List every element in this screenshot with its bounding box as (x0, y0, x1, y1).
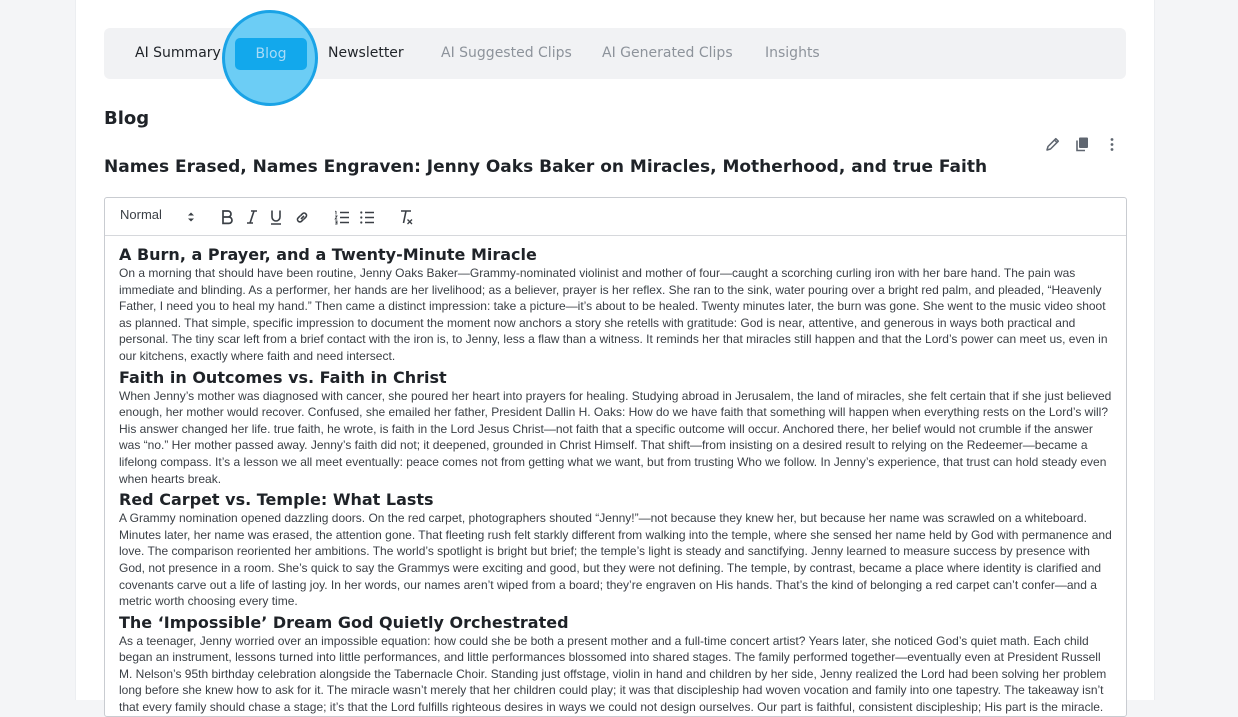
tab-ai-summary[interactable]: AI Summary (135, 45, 221, 61)
format-select-label: Normal (120, 207, 162, 222)
tab-ai-suggested-clips[interactable]: AI Suggested Clips (441, 45, 572, 61)
more-vertical-icon[interactable] (1104, 136, 1122, 154)
section-heading: The ‘Impossible’ Dream God Quietly Orchestrated (119, 612, 569, 632)
editor-toolbar (105, 198, 1126, 236)
link-icon[interactable] (294, 208, 310, 226)
section-paragraph: A Grammy nomination opened dazzling doors. On the red carpet, photographers shouted “Jenny!”—not because they knew her, but because her name was scrawled on a whiteboard. Minutes later, her name was erased, the attention gone. That fleeting rush felt starkly different from walking into the temple, where she sensed her name held by God with permanence and love. The comparison reoriented her ambitions. The world’s spotlight is bright but brief; the temple’s light is steady and sanctifying. Jenny learned to measure success by presence with God, not presence in a room. She’s quick to say the Grammys were exciting and good, but they were not defining. The temple, by contrast, became a place where identity is clarified and covenants carve out a life of lasting joy. In her words, our names aren’t wiped from a board; they’re engraven on His hands. That’s the kind of belonging a red carpet can’t confer—and a metric worth choosing every time. (119, 511, 1112, 609)
section-paragraph: When Jenny’s mother was diagnosed with cancer, she poured her heart into prayers for healing. Studying abroad in Jerusalem, the land of miracles, she felt certain that if she just believed enough, her mother would recover. Confused, she emailed her father, President Dallin H. Oaks: How do we have faith that something will happen when everything rests on the Lord’s will? His answer changed her life. true faith, he wrote, is faith in the Lord Jesus Christ—not faith that a specific outcome will occur. Anchored there, her belief would not crumble if the answer was “no.” Her mother passed away. Jenny’s faith did not; it deepened, grounded in Christ Himself. That shift—from insisting on a desired result to relying on the Redeemer—became a lifelong compass. It’s a lesson we all meet eventually: peace comes not from getting what we want, but from trusting Who we follow. In Jenny’s experience, that trust can hold steady even when hearts break. (119, 388, 1112, 486)
section-paragraph: As a teenager, Jenny worried over an impossible equation: how could she be both a present mother and a full-time concert artist? Years later, she noticed God’s quiet math. Each child began an instrument, lessons turned into little performances, and little performances blossomed into shared stages. The family performed together—eventually even at President Russell M. Nelson’s 95th birthday celebration alongside the Tabernacle Choir. Standing just offstage, violin in hand and children by her side, Jenny realized the Lord had been solving her problem long before she knew how to ask for it. The miracle wasn’t merely that her children could play; it was that discipleship had woven vocation and family into one tapestry. The takeaway isn’t that every family should chase a stage; it’s that the Lord fulfills righteous desires in ways we could not design ourselves. Our part is faithful, consistent discipleship; His part is the miracle. (119, 633, 1107, 715)
tab-insights[interactable]: Insights (765, 45, 820, 61)
italic-icon[interactable] (245, 208, 259, 226)
blog-panel (75, 0, 1155, 715)
ordered-list-icon[interactable] (334, 208, 350, 226)
copy-icon[interactable] (1074, 136, 1092, 154)
rich-text-editor (104, 197, 1127, 717)
editor-content[interactable] (119, 245, 1115, 717)
tab-newsletter[interactable]: Newsletter (328, 45, 404, 61)
section-heading: A Burn, a Prayer, and a Twenty-Minute Miracle (119, 245, 537, 264)
tab-ai-generated-clips[interactable]: AI Generated Clips (602, 45, 733, 61)
section-heading: Red Carpet vs. Temple: What Lasts (119, 490, 434, 510)
clear-format-icon[interactable] (398, 208, 414, 226)
select-arrows-icon (187, 209, 195, 223)
tab-blog[interactable]: Blog (235, 38, 307, 70)
bullet-list-icon[interactable] (359, 208, 375, 226)
section-title: Blog (104, 108, 150, 129)
bold-icon[interactable] (220, 208, 234, 226)
section-paragraph: On a morning that should have been routine, Jenny Oaks Baker—Grammy-nominated violinist and mother of four—caught a scorching curling iron with her bare hand. The pain was immediate and blinding. As a performer, her hands are her livelihood; as a believer, prayer is her reflex. She ran to the sink, water pouring over a bright red palm, and pleaded, “Heavenly Father, I need you to heal my hand.” Then came a distinct impression: take a picture—it’s about to be healed. Twenty minutes later, the burn was gone. She went to the music video shoot as planned. That simple, specific impression to document the moment now anchors a story she retells with gratitude: God is near, attentive, and generous in ways both practical and personal. The tiny scar left from a brief contact with the iron is, to Jenny, less a flaw than a witness. It reminds her that miracles still happen and that the Lord’s power can meet us, even in our kitchens, exactly where faith and need intersect. (119, 266, 1108, 363)
post-title: Names Erased, Names Engraven: Jenny Oaks Baker on Miracles, Motherhood, and true Faith (104, 157, 988, 177)
post-actions (76, 136, 1156, 154)
underline-icon[interactable] (269, 208, 283, 226)
tab-bar (104, 28, 1126, 79)
section-heading: Faith in Outcomes vs. Faith in Christ (119, 367, 447, 387)
edit-icon[interactable] (1045, 136, 1063, 154)
